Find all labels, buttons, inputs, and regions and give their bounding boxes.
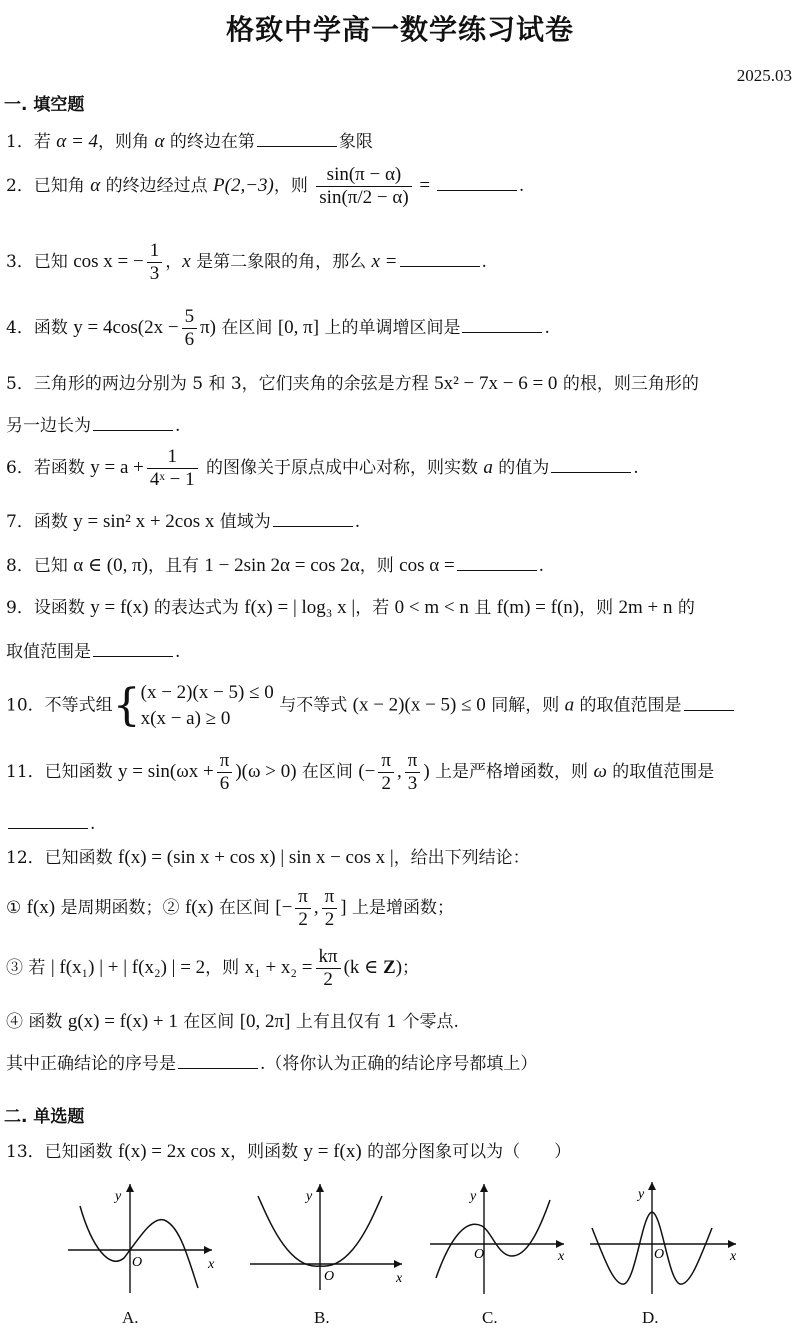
option-b-label[interactable]: B. xyxy=(314,1308,330,1327)
y-axis-arrow xyxy=(126,1184,134,1192)
question-10: 10．不等式组{ (x − 2)(x − 5) ≤ 0 x(x − a) ≥ 0 与不等式 (x − 2)(x − 5) ≤ 0 同解，则 a 的取值范围是 xyxy=(6,680,736,732)
x-axis-arrow xyxy=(394,1260,402,1268)
section-fill-heading: 一. 填空题 xyxy=(4,95,85,115)
origin-label: O xyxy=(474,1247,485,1262)
x-label: x xyxy=(208,1257,215,1272)
question-11: 11．已知函数 y = sin(ωx + $\frac{\pi}{6}$ )(ω > 0) 在区间 (− $\frac{\pi}{2}$ , $\frac{\pi}{3}$ ) 上是严格增函数，则 ω 的取值范围是 xyxy=(6,750,715,794)
answer-blank[interactable] xyxy=(93,412,173,431)
answer-blank[interactable] xyxy=(457,552,537,571)
x-axis-arrow xyxy=(204,1246,212,1254)
graph-option-c[interactable] xyxy=(426,1178,576,1298)
y-axis-arrow xyxy=(648,1182,656,1190)
question-12-item-3: ③ 若 | f(x₁) | + | f(x₂) | = 2，则 x₁ + x₂ = $\frac{k\pi}{2}$ (k ∈ Z)； xyxy=(6,946,420,990)
answer-blank[interactable] xyxy=(93,638,173,657)
origin-label: O xyxy=(654,1247,665,1262)
x-label: x xyxy=(396,1271,403,1286)
question-6: 6．若函数 y = a + $\frac{1}{\text{4ˣ − 1}}$ 的图像关于原点成中心对称，则实数 a 的值为 . xyxy=(6,446,639,490)
curve-c xyxy=(436,1200,550,1278)
origin-label: O xyxy=(132,1255,143,1270)
question-13: 13．已知函数 f(x) = 2x cos x，则函数 y = f(x) 的部分图象可以为（ ） xyxy=(6,1141,572,1162)
question-9-cont: 取值范围是 . xyxy=(6,638,180,664)
question-1: 1．若 α = 4，则角 α 的终边在第 象限 xyxy=(6,128,373,154)
graph-option-d[interactable] xyxy=(586,1178,746,1298)
answer-blank[interactable] xyxy=(684,692,734,711)
answer-blank[interactable] xyxy=(551,454,631,473)
answer-blank[interactable] xyxy=(178,1050,258,1069)
question-9: 9．设函数 y = f(x) 的表达式为 f(x) = | log₃ x |，若 0 < m < n 且 f(m) = f(n)，则 2m + n 的 xyxy=(6,597,695,618)
question-12: 12．已知函数 f(x) = (sin x + cos x) | sin x − cos x |，给出下列结论： xyxy=(6,847,530,868)
question-4: 4．函数 y = 4cos(2x − $\frac{5}{6}$ π) 在区间 [0, π] 上的单调增区间是 . xyxy=(6,306,550,350)
system-brace: { xyxy=(112,680,141,731)
y-label: y xyxy=(115,1189,122,1204)
question-5-cont: 另一边长为 . xyxy=(6,412,180,438)
origin-label: O xyxy=(324,1269,335,1284)
question-2: 2．已知角 α 的终边经过点 P(2,−3)，则 $\frac{\sin(\pi - \alpha)}{\sin(\pi/2 - \alpha)}$ = . xyxy=(6,164,525,208)
option-c-label[interactable]: C. xyxy=(482,1308,498,1327)
section-choice-heading: 二. 单选题 xyxy=(4,1107,85,1127)
answer-blank[interactable] xyxy=(257,128,337,147)
y-label: y xyxy=(306,1189,313,1204)
x-axis-arrow xyxy=(556,1240,564,1248)
question-11-cont: . xyxy=(6,810,95,836)
exam-date: 2025.03 xyxy=(736,66,792,85)
answer-blank[interactable] xyxy=(400,248,480,267)
question-7: 7．函数 y = sin² x + 2cos x 值域为 . xyxy=(6,508,360,534)
y-label: y xyxy=(638,1187,645,1202)
answer-blank[interactable] xyxy=(8,810,88,829)
question-3: 3．已知 cos x = − $\frac{1}{3}$ ，x 是第二象限的角，那么 x = . xyxy=(6,240,487,284)
x-label: x xyxy=(730,1249,737,1264)
answer-blank[interactable] xyxy=(437,172,517,191)
x-axis-arrow xyxy=(728,1240,736,1248)
graph-option-b[interactable] xyxy=(244,1178,414,1298)
graph-option-a[interactable] xyxy=(62,1178,222,1298)
answer-blank[interactable] xyxy=(462,314,542,333)
page-title: 格致中学高一数学练习试卷 xyxy=(225,13,574,46)
curve-a xyxy=(80,1206,198,1288)
question-8: 8．已知 α ∈ (0, π)，且有 1 − 2sin 2α = cos 2α，则 cos α = . xyxy=(6,552,544,578)
y-axis-arrow xyxy=(316,1184,324,1192)
question-12-item-4: ④ 函数 g(x) = f(x) + 1 在区间 [0, 2π] 上有且仅有 1 个零点. xyxy=(6,1011,459,1032)
answer-blank[interactable] xyxy=(273,508,353,527)
question-12-item-1: ① f(x) 是周期函数；② f(x) 在区间 [− $\frac{\pi}{2}$ , $\frac{\pi}{2}$ ] 上是增函数； xyxy=(6,886,454,930)
x-label: x xyxy=(558,1249,565,1264)
option-a-label[interactable]: A. xyxy=(122,1308,139,1327)
question-5: 5．三角形的两边分别为 5 和 3，它们夹角的余弦是方程 5x² − 7x − 6 = 0 的根，则三角形的 xyxy=(6,373,699,394)
question-12-conclusion: 其中正确结论的序号是 .（将你认为正确的结论序号都填上） xyxy=(6,1050,537,1076)
option-d-label[interactable]: D. xyxy=(642,1308,659,1327)
y-label: y xyxy=(470,1189,477,1204)
y-axis-arrow xyxy=(480,1184,488,1192)
